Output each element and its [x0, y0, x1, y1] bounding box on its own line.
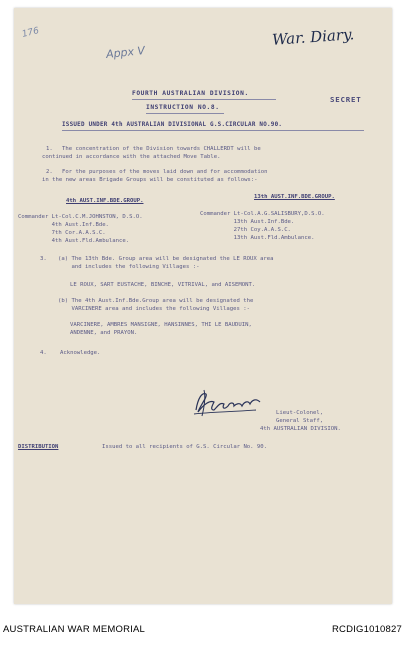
para1-number: 1.	[46, 146, 53, 152]
distribution-text: Issued to all recipients of G.S. Circular No. 90.	[102, 444, 268, 450]
group-left-line: 4th Aust.Fld.Ambulance.	[18, 238, 130, 244]
para2-line2: in the new areas Brigade Groups will be constituted as follows:-	[42, 177, 258, 183]
archive-source: AUSTRALIAN WAR MEMORIAL	[3, 624, 146, 635]
para4-number: 4.	[40, 350, 47, 356]
issued-under-underline	[62, 130, 364, 131]
group-right-line: Commander Lt-Col.A.G.SALISBURY,D.S.O.	[200, 211, 325, 217]
war-diary-annotation: War. Diary.	[271, 25, 355, 49]
instruction-title-underline	[146, 113, 224, 114]
para2-number: 2.	[46, 169, 53, 175]
group-left-line: Commander Lt-Col.C.M.JOHNSTON, D.S.O.	[18, 214, 143, 220]
division-heading-underline	[132, 99, 276, 100]
division-heading: FOURTH AUSTRALIAN DIVISION.	[132, 90, 249, 97]
signatory-rank: Lieut-Colonel,	[276, 410, 324, 416]
issued-under-line: ISSUED UNDER 4th AUSTRALIAN DIVISIONAL G.S.CIRCULAR NO.90.	[62, 122, 283, 128]
para3b-villages-1: VARCINERE, AMBRES MANSIGNE, HANSINNES, THI LE BAUDUIN,	[70, 322, 252, 328]
group-left-line: 7th Cor.A.A.S.C.	[18, 230, 106, 236]
para3-number: 3.	[40, 256, 47, 262]
para3b-line1: (b) The 4th Aust.Inf.Bde.Group area will be designated the	[58, 298, 254, 304]
archive-reference: RCDIG1010827	[332, 624, 402, 635]
para1-line2: continued in accordance with the attached Move Table.	[42, 154, 221, 160]
signatory-unit: 4th AUSTRALIAN DIVISION.	[260, 426, 341, 432]
para3a-line1: (a) The 13th Bde. Group area will be designated the LE ROUX area	[58, 256, 274, 262]
distribution-label: DISTRIBUTION	[18, 444, 59, 450]
document-sheet	[14, 8, 392, 604]
para3a-line2: and includes the following Villages :-	[58, 264, 200, 270]
para2-line1: For the purposes of the moves laid down and for accommodation	[62, 169, 268, 175]
handwritten-signature	[190, 384, 268, 420]
group-right-line: 27th Coy.A.A.S.C.	[200, 227, 291, 233]
group-right-line: 13th Aust.Inf.Bde.	[200, 219, 295, 225]
page-number-annotation: 176	[21, 26, 41, 40]
instruction-title: INSTRUCTION NO.8.	[146, 104, 220, 111]
para4-text: Acknowledge.	[60, 350, 101, 356]
para3a-villages: LE ROUX, SART EUSTACHE, BINCHE, VITRIVAL, and AISEMONT.	[70, 282, 256, 288]
group-right-heading: 13th AUST.INF.BDE.GROUP.	[254, 194, 335, 200]
group-left-heading: 4th AUST.INF.BDE.GROUP.	[66, 198, 144, 204]
group-left-line: 4th Aust.Inf.Bde.	[18, 222, 109, 228]
signatory-role: General Staff,	[276, 418, 324, 424]
appendix-annotation: Appx V	[105, 43, 146, 62]
para1-line1: The concentration of the Division towards CHALLERDT will be	[62, 146, 261, 152]
para3b-line2: VARCINERE area and includes the following Villages :-	[58, 306, 250, 312]
group-right-line: 13th Aust.Fld.Ambulance.	[200, 235, 315, 241]
para3b-villages-2: ANDENNE, and PRAYON.	[70, 330, 138, 336]
classification-stamp: SECRET	[330, 95, 362, 104]
